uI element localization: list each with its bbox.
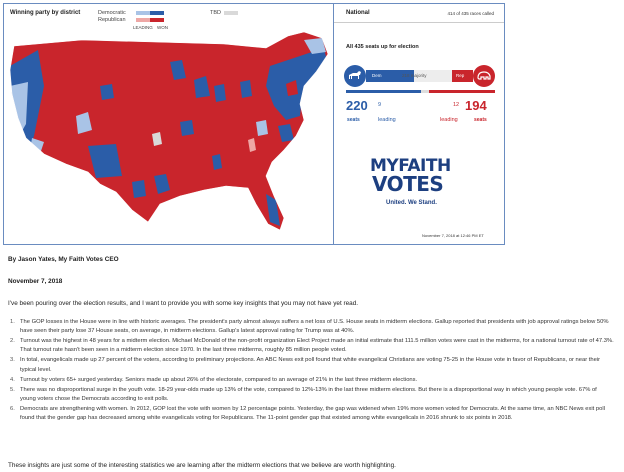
donkey-icon	[347, 69, 363, 83]
legend-won: WON	[157, 25, 168, 30]
south-texas-dem-district	[132, 180, 146, 198]
results-header	[334, 4, 504, 23]
region-title: National	[346, 10, 370, 16]
list-item-text: Democrats are strengthening with women. In 2012, GOP lost the vote with women by 12 percentage points. Yesterday, the gap was widened when 19% more women voted for Democrats. At the same time, an NBC News exit poll found that the gender gap has decreased among white evangelicals voting for Republicans. The 11-point gender gap that existed among white evangelicals in 2016 shrunk to six points in 2018.	[20, 405, 605, 422]
swatch-rep-leading	[136, 18, 150, 22]
list-item	[8, 376, 614, 385]
legend-leading: LEADING	[133, 25, 153, 30]
michigan-dem-district	[240, 80, 252, 98]
legend-tbd: TBD	[210, 10, 221, 16]
us-district-map[interactable]	[4, 26, 332, 242]
list-number: 6.	[10, 405, 15, 412]
map-title: Winning party by district	[10, 10, 81, 16]
chicago-dem-district	[214, 84, 226, 102]
legend-republican: Republican	[98, 17, 126, 23]
logo-line2: VOTES	[372, 172, 444, 196]
dem-leading-word: leading	[378, 117, 396, 123]
rep-party-badge	[473, 65, 495, 87]
rep-progress-fill	[429, 90, 495, 93]
list-item	[8, 318, 614, 336]
list-item	[8, 337, 614, 355]
dem-seat-count: 220	[346, 98, 368, 113]
list-number: 2.	[10, 338, 15, 345]
logo-tagline: United. We Stand.	[386, 200, 437, 206]
list-number: 4.	[10, 376, 15, 383]
dem-party-badge	[344, 65, 366, 87]
district-map-panel	[4, 4, 334, 244]
rep-seat-count: 194	[465, 98, 487, 113]
dem-label: Dem	[372, 73, 382, 78]
dem-seats-word: seats	[347, 117, 360, 123]
swatch-rep-won	[150, 18, 164, 22]
results-timestamp: November 7, 2018 at 12:46 PM ET	[422, 233, 484, 238]
dem-leading-count: 9	[378, 102, 382, 108]
list-item	[8, 405, 614, 423]
results-panel	[334, 4, 504, 244]
elephant-icon	[476, 69, 492, 83]
seat-progress-track	[346, 90, 495, 93]
list-item-text: The GOP losses in the House were in line with historic averages. The president's party almost always suffers a net loss of U.S. House seats in midterm elections. Gallup reported that presidents with job approval ratings below 50% have seen their party lose 37 House seats, on average, in midterm elections. Gallup's latest approval rating for Trump was at 40%.	[20, 319, 609, 335]
list-number: 3.	[10, 357, 15, 364]
article-outro: These insights are just some of the interesting statistics we are learning after the midterm elections that we believe are worth highlighting.	[8, 462, 396, 469]
rep-leading-word: leading	[440, 117, 458, 123]
swatch-dem-leading	[136, 11, 150, 15]
list-item	[8, 356, 614, 374]
seats-subtitle: All 435 seats up for election	[346, 44, 419, 50]
majority-label: 218 majority	[402, 73, 427, 78]
logo-line1: MYFAITH	[370, 156, 451, 176]
list-item-text: There was no disproportional surge in the youth vote. 18-29 year-olds made up 13% of the vote, compared to 12%-13% in the last three midterm elections. But there is a disproportional way in which young people vote. 67% of young voters chose the Democrats according to exit polls.	[20, 386, 597, 402]
my-faith-votes-logo	[370, 156, 470, 216]
swatch-tbd	[224, 11, 238, 15]
rep-leading-count: 12	[453, 102, 460, 108]
list-number: 1.	[10, 319, 15, 325]
list-item-text: Turnout was the highest in 48 years for a midterm election. Michael McDonald of the non-profit organization Elect Project made an initial estimate that 111.5 million votes were cast in the midterms, for a national turnout rate of 47.3%. That turnout rate hasn't been seen in a midterm election since 1970. In the last three midterms, roughly 85 million people voted.	[20, 338, 614, 354]
election-results-graphic	[3, 3, 505, 245]
virginia-leading-district	[256, 120, 268, 136]
list-item-text: In total, evangelicals made up 27 percent of the voters, according to preliminary projections. An ABC News exit poll found that white evangelical Christians are voting 75-25 in the House vote in favor of Republicans, or near their typical level.	[20, 357, 601, 373]
missouri-dem-district	[180, 120, 194, 136]
list-item	[8, 386, 614, 404]
list-number: 5.	[10, 386, 15, 393]
rep-seats-word: seats	[474, 117, 487, 123]
article-intro: I've been pouring over the election results, and I want to provide you with some key insights that you may not have yet read.	[8, 300, 359, 307]
dem-progress-fill	[346, 90, 421, 93]
insights-list	[8, 318, 614, 424]
legend-democratic: Democratic	[98, 10, 126, 16]
colorado-dem-district	[100, 84, 114, 100]
swatch-dem-won	[150, 11, 164, 15]
article-byline: By Jason Yates, My Faith Votes CEO	[8, 256, 119, 263]
list-item-text: Turnout by voters 65+ surged yesterday. Seniors made up about 26% of the electorate, compared to an average of 21% in the last three midterm elections.	[20, 376, 418, 383]
article-date: November 7, 2018	[8, 278, 63, 285]
races-called: 414 of 435 races called	[447, 11, 494, 16]
rep-label: Rep	[456, 73, 465, 78]
